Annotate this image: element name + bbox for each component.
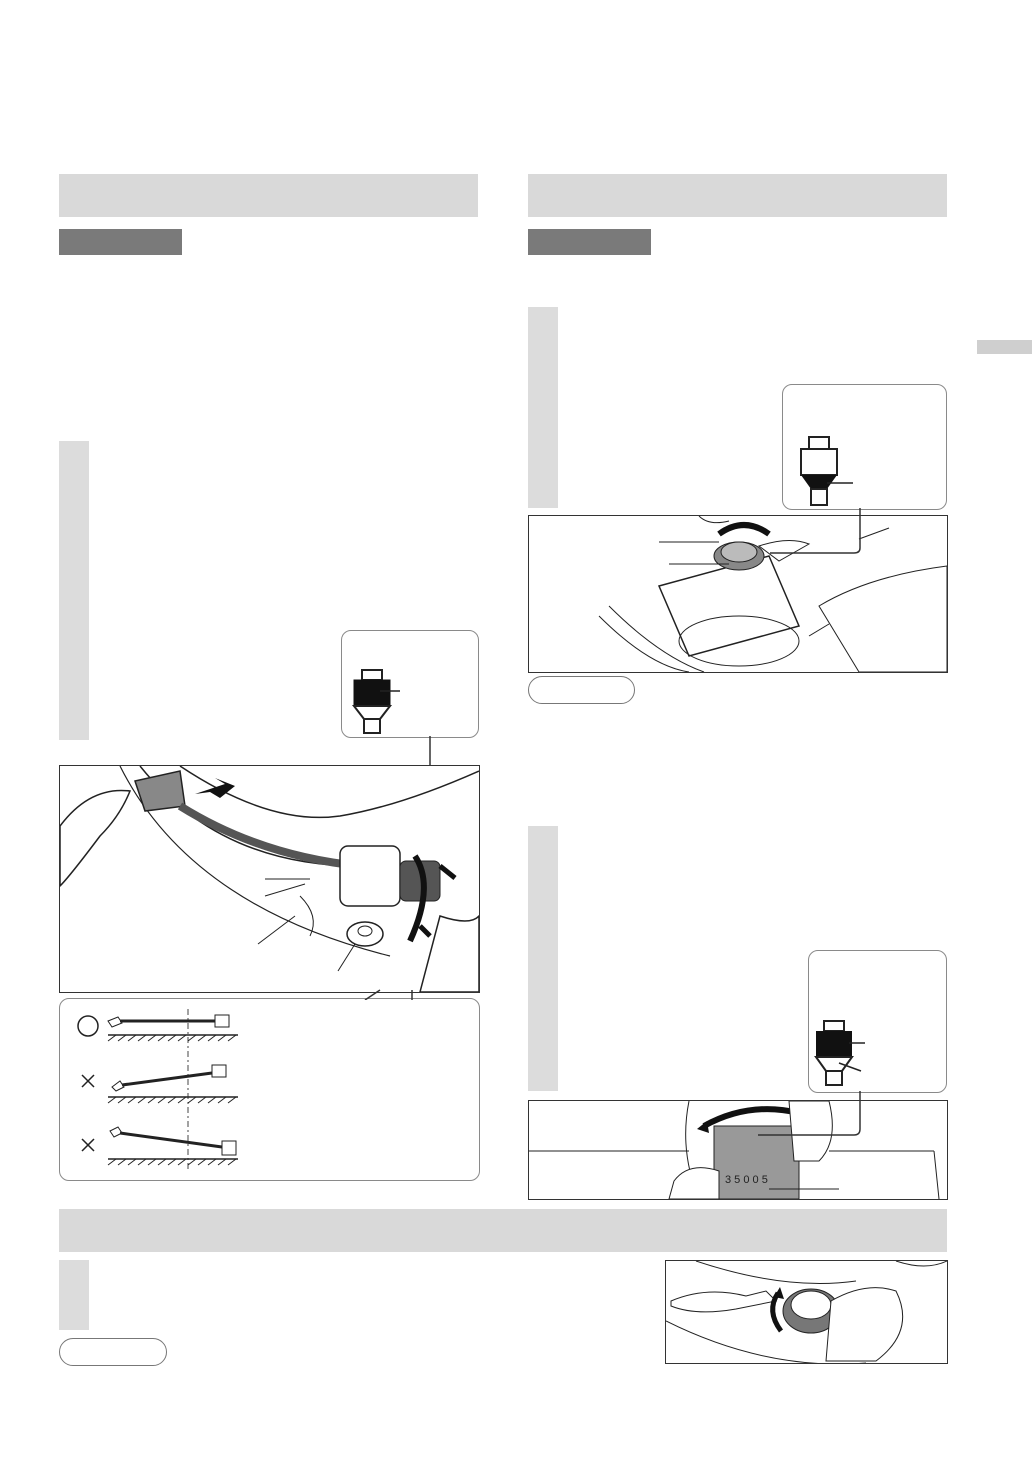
counterweight-scale-icon <box>783 385 946 509</box>
level-ng-icon <box>82 1075 94 1087</box>
dial-illustration <box>529 1101 947 1199</box>
left-tonearm-figure <box>59 765 480 993</box>
right-dial-connector <box>748 1091 868 1141</box>
scale-adjust-illustration <box>529 516 947 672</box>
bottom-height-figure <box>665 1260 948 1364</box>
bottom-note-pill <box>59 1338 167 1366</box>
left-weight-callout <box>341 630 479 738</box>
bottom-section-header <box>59 1209 947 1252</box>
left-section-label <box>59 229 182 255</box>
tonearm-hand-icon <box>60 766 479 992</box>
height-adjust-ring-icon <box>666 1261 947 1363</box>
right-dial-figure <box>528 1100 948 1200</box>
svg-text:3 5 0 0 5: 3 5 0 0 5 <box>725 1174 768 1186</box>
left-diagram-connector <box>360 988 440 1000</box>
right-section-header <box>528 174 947 217</box>
stylus-balance-icon <box>342 631 478 737</box>
right-callout-connector <box>760 508 870 558</box>
right-note-pill <box>528 676 635 704</box>
anti-skate-dial-icon <box>809 951 946 1092</box>
side-chapter-tab <box>977 340 1032 354</box>
left-balance-diagram <box>59 998 480 1181</box>
left-section-header <box>59 174 478 217</box>
right-step-bar-1 <box>528 307 558 508</box>
right-antiskate-callout <box>808 950 947 1093</box>
bottom-step-bar <box>59 1260 89 1330</box>
right-scale-figure <box>528 515 948 673</box>
level-ok-icon <box>78 1016 98 1036</box>
right-step-bar-2 <box>528 826 558 1091</box>
right-weight-callout <box>782 384 947 510</box>
left-step-bar <box>59 441 89 740</box>
balance-diagram-svg <box>60 999 479 1180</box>
right-section-label <box>528 229 651 255</box>
